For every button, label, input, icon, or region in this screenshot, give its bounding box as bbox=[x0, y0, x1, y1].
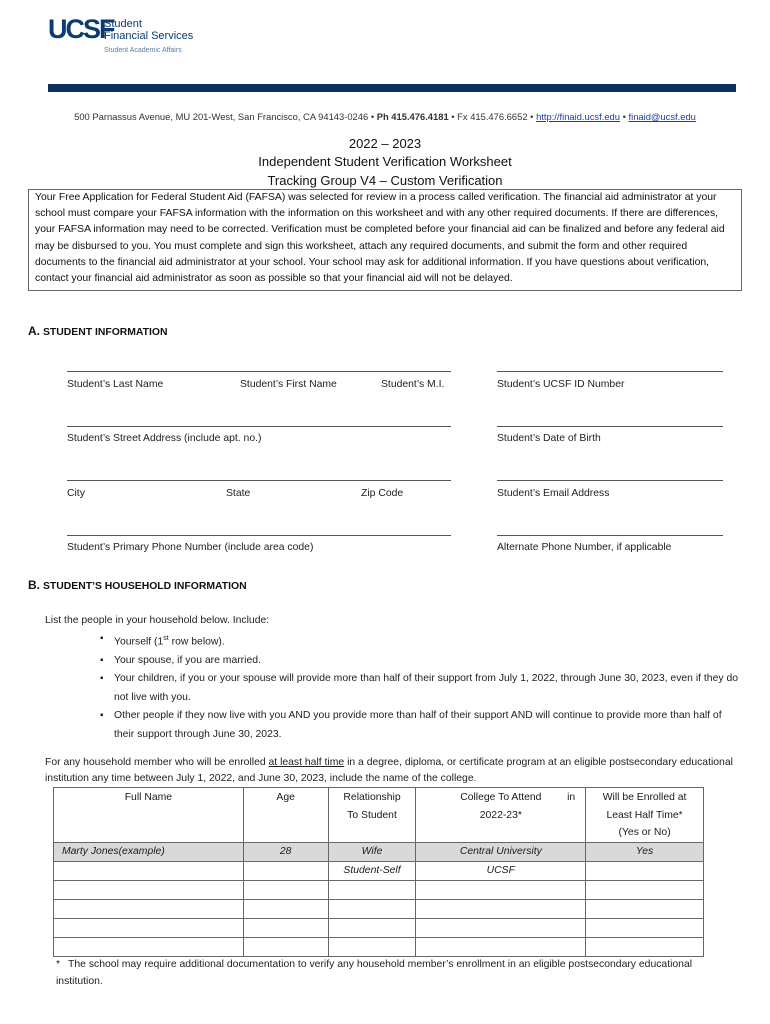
bullet-sep: • bbox=[530, 111, 534, 122]
bullet-yourself bbox=[100, 630, 740, 652]
bullet-other-people: ▪ Other people if they now live with you AND you provide more than half of their support AND will continue to provide more than half of their support through June 30, 2023. bbox=[100, 707, 740, 744]
table-cell[interactable] bbox=[416, 880, 586, 899]
table-cell[interactable] bbox=[328, 918, 416, 937]
email-line[interactable] bbox=[497, 480, 723, 481]
alt-phone-label: Alternate Phone Number, if applicable bbox=[497, 542, 672, 553]
header-bar bbox=[48, 84, 736, 92]
ucsf-id-line[interactable] bbox=[497, 371, 723, 372]
enroll-post: in a degree, diploma, or certificate program at an eligible postsecondary educational institution any time between July 1, 2022, and June 30, 2023, include the name of the college. bbox=[45, 757, 733, 784]
header-college bbox=[416, 788, 586, 843]
header-relationship bbox=[328, 788, 416, 843]
header-enrolled-1: Will be Enrolled at bbox=[602, 792, 687, 803]
phone-line[interactable] bbox=[67, 535, 451, 536]
street-line[interactable] bbox=[67, 426, 451, 427]
bullet-yourself-text: Yourself (1 bbox=[114, 636, 164, 648]
table-cell[interactable] bbox=[416, 937, 586, 956]
enroll-pre: For any household member who will be enrolled bbox=[45, 757, 269, 768]
name-line[interactable] bbox=[67, 371, 451, 372]
header-relationship-2: To Student bbox=[347, 809, 397, 821]
self-enrolled-cell[interactable] bbox=[586, 861, 704, 880]
example-name: Marty Jones(example) bbox=[54, 842, 244, 861]
header-enrolled bbox=[586, 788, 704, 843]
table-row-self bbox=[54, 861, 704, 880]
state-label: State bbox=[226, 488, 251, 499]
logo-line-3: Student Academic Affairs bbox=[104, 47, 182, 54]
phone-number: Ph 415.476.4181 bbox=[376, 111, 449, 122]
household-list-intro: List the people in your household below. Include: bbox=[45, 615, 270, 626]
phone-label: Student’s Primary Phone Number (include area code) bbox=[67, 542, 314, 553]
table-cell[interactable] bbox=[243, 880, 328, 899]
self-name-cell[interactable] bbox=[54, 861, 244, 880]
header-age: Age bbox=[243, 788, 328, 843]
bullet-yourself-post: row below). bbox=[168, 636, 225, 648]
bullet-sep: • bbox=[451, 111, 455, 122]
zip-label: Zip Code bbox=[361, 488, 404, 499]
table-cell[interactable] bbox=[54, 918, 244, 937]
bullet-children: ▪ Your children, if you or your spouse will provide more than half of their support from July 1, 2022, through June 30, 2023, even if they do not live with you. bbox=[100, 670, 740, 707]
ucsf-id-label: Student’s UCSF ID Number bbox=[497, 379, 625, 390]
table-header-row bbox=[54, 788, 704, 843]
fax-number: Fx 415.476.6652 bbox=[457, 111, 528, 122]
header-enrolled-3: (Yes or No) bbox=[618, 827, 671, 838]
first-name-label: Student’s First Name bbox=[240, 379, 337, 390]
header-college-in: in bbox=[567, 792, 576, 803]
self-age-cell[interactable] bbox=[243, 861, 328, 880]
address-line bbox=[0, 111, 770, 122]
enrollment-instructions bbox=[45, 755, 735, 787]
self-college: UCSF bbox=[416, 861, 586, 880]
alt-phone-line[interactable] bbox=[497, 535, 723, 536]
table-cell[interactable] bbox=[586, 937, 704, 956]
form-title: Independent Student Verification Worksheet bbox=[258, 154, 512, 169]
table-cell[interactable] bbox=[586, 880, 704, 899]
ucsf-logo: UCSF bbox=[48, 14, 114, 44]
section-a-heading bbox=[28, 324, 167, 338]
table-cell[interactable] bbox=[54, 937, 244, 956]
header-relationship-1: Relationship bbox=[343, 792, 401, 803]
dob-label: Student’s Date of Birth bbox=[497, 433, 601, 444]
table-cell[interactable] bbox=[243, 937, 328, 956]
website-link[interactable]: http://finaid.ucsf.edu bbox=[536, 111, 620, 122]
table-row bbox=[54, 937, 704, 956]
bullet-sep: • bbox=[622, 111, 626, 122]
household-bullets bbox=[100, 630, 740, 744]
street-address: 500 Parnassus Avenue, MU 201-West, San Francisco, CA 94143-0246 bbox=[74, 111, 369, 122]
header-college-1: College To Attend bbox=[460, 792, 542, 803]
logo-line-2: Financial Services bbox=[104, 30, 194, 42]
example-college: Central University bbox=[416, 842, 586, 861]
example-relationship: Wife bbox=[328, 842, 416, 861]
email-label: Student’s Email Address bbox=[497, 488, 610, 499]
section-b-heading bbox=[28, 578, 247, 592]
household-table bbox=[53, 787, 704, 957]
tracking-group: Tracking Group V4 – Custom Verification bbox=[267, 173, 503, 188]
mi-label: Student’s M.I. bbox=[381, 379, 445, 390]
footnote-text: The school may require additional documentation to verify any household member’s enrollment in an eligible postsecondary educational institution. bbox=[56, 959, 693, 987]
example-age: 28 bbox=[243, 842, 328, 861]
table-cell[interactable] bbox=[416, 918, 586, 937]
table-cell[interactable] bbox=[586, 918, 704, 937]
footnote-mark: * bbox=[56, 959, 61, 970]
dob-line[interactable] bbox=[497, 426, 723, 427]
section-a-letter: A. bbox=[28, 324, 40, 338]
table-cell[interactable] bbox=[54, 880, 244, 899]
header-enrolled-2: Least Half Time* bbox=[606, 809, 683, 821]
table-row bbox=[54, 899, 704, 918]
table-cell[interactable] bbox=[328, 899, 416, 918]
section-b-letter: B. bbox=[28, 578, 40, 592]
table-row-example bbox=[54, 842, 704, 861]
self-relationship: Student-Self bbox=[328, 861, 416, 880]
table-cell[interactable] bbox=[586, 899, 704, 918]
table-cell[interactable] bbox=[328, 937, 416, 956]
bullet-sep: • bbox=[370, 111, 375, 122]
logo-text bbox=[104, 18, 193, 57]
table-row bbox=[54, 918, 704, 937]
city-label: City bbox=[67, 488, 85, 499]
form-year: 2022 – 2023 bbox=[348, 136, 422, 151]
bullet-yourself-sup: st bbox=[163, 635, 169, 642]
header-college-2: 2022-23* bbox=[479, 809, 522, 821]
table-cell[interactable] bbox=[243, 918, 328, 937]
enroll-underlined: at least half time bbox=[268, 757, 345, 768]
street-label: Student’s Street Address (include apt. no.) bbox=[67, 433, 262, 444]
example-enrolled: Yes bbox=[586, 842, 704, 861]
table-cell[interactable] bbox=[416, 899, 586, 918]
table-cell[interactable] bbox=[243, 899, 328, 918]
city-state-zip-line[interactable] bbox=[67, 480, 451, 481]
intro-box: Your Free Application for Federal Student Aid (FAFSA) was selected for review in a process called verification. The financial aid administrator at your school must compare your FAFSA information with the information on this worksheet and with any other required documents. If there are differences, your FAFSA information may need to be corrected. Verification must be completed before your financial aid can be finalized and before any federal aid may be disbursed to you. You must complete and sign this worksheet, attach any required documents, and submit the form and other required documents to the financial aid administrator at your school. Your school may ask for additional information. If you have questions about verification, contact your financial aid administrator as soon as possible so that your financial aid will not be delayed. bbox=[28, 189, 742, 291]
logo-line-1: Student bbox=[104, 18, 142, 30]
last-name-label: Student’s Last Name bbox=[67, 379, 164, 390]
table-cell[interactable] bbox=[328, 880, 416, 899]
email-link[interactable]: finaid@ucsf.edu bbox=[628, 111, 696, 122]
bullet-spouse: ▪ Your spouse, if you are married. bbox=[100, 652, 740, 671]
section-b-title: STUDENT’S HOUSEHOLD INFORMATION bbox=[43, 581, 247, 592]
footnote bbox=[56, 957, 736, 990]
table-row bbox=[54, 880, 704, 899]
header-full-name: Full Name bbox=[54, 788, 244, 843]
table-cell[interactable] bbox=[54, 899, 244, 918]
section-a-title: STUDENT INFORMATION bbox=[43, 327, 168, 338]
